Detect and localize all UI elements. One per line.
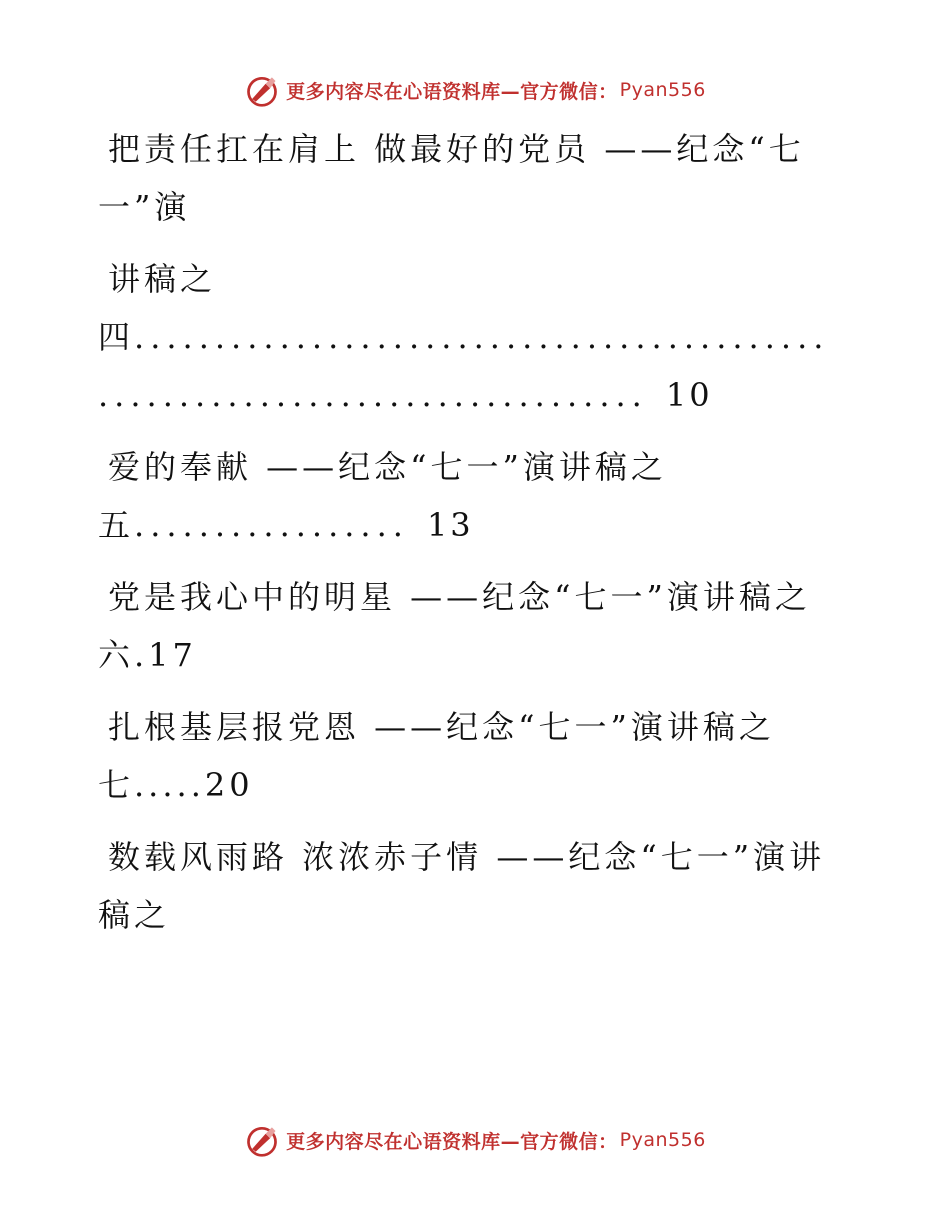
toc-item-title: 爱的奉献 ——纪念“七一”演讲稿之: [108, 448, 667, 486]
toc-leader-dots: ...........................................: [134, 318, 830, 356]
toc-item-title: 把责任扛在肩上 做最好的党员 ——纪念“七: [108, 130, 805, 168]
toc-item-5[interactable]: [98, 438, 858, 554]
table-of-contents: [98, 120, 858, 944]
toc-leader-dots: ..................................: [98, 376, 648, 414]
toc-item-title: 讲稿之: [108, 260, 217, 298]
toc-item-leader-line: [98, 308, 858, 366]
toc-item-3[interactable]: [98, 120, 858, 236]
toc-item-title: 扎根基层报党恩 ——纪念“七一”演讲稿之: [108, 708, 775, 746]
toc-item-title-cont: 稿之: [98, 896, 171, 934]
toc-item-page-line: [98, 366, 858, 424]
toc-item-page-line: 六.17: [98, 636, 197, 674]
toc-item-4[interactable]: [98, 250, 858, 424]
pen-logo-icon: [244, 1122, 280, 1158]
toc-item-suffix: 五: [98, 506, 135, 544]
toc-page-number: 10: [665, 376, 713, 414]
watermark-label: 更多内容尽在心语资料库—官方微信：: [286, 1130, 618, 1153]
watermark-wechat-id: Pyan556: [619, 79, 706, 101]
toc-item-title: 数载风雨路 浓浓赤子情 ——纪念“七一”演讲: [108, 838, 826, 876]
watermark-wechat-id: Pyan556: [619, 1129, 706, 1151]
pen-logo-icon: [244, 72, 280, 108]
toc-item-page-line: 七.....20: [98, 766, 254, 804]
watermark-text: [286, 1127, 706, 1154]
watermark-label: 更多内容尽在心语资料库—官方微信：: [286, 80, 618, 103]
footer-watermark: [0, 1122, 950, 1158]
toc-item-title: 党是我心中的明星 ——纪念“七一”演讲稿之: [108, 578, 811, 616]
toc-leader-dots: .................: [134, 506, 409, 544]
toc-item-6[interactable]: [98, 568, 858, 684]
toc-item-8[interactable]: [98, 828, 858, 944]
toc-item-title-cont: 一”演: [98, 188, 191, 226]
header-watermark: [0, 72, 950, 108]
toc-item-page-line: [98, 496, 858, 554]
toc-page-number: 13: [426, 506, 474, 544]
watermark-text: [286, 77, 706, 104]
toc-item-7[interactable]: [98, 698, 858, 814]
toc-item-suffix: 四: [98, 318, 135, 356]
